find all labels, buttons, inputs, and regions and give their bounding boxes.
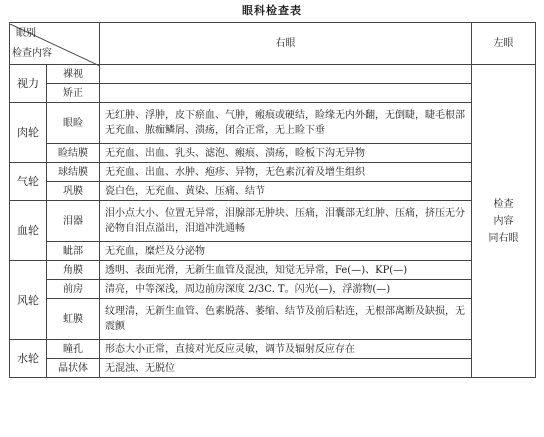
category-cell: 血轮	[10, 201, 47, 261]
right-eye-finding-cell: 无红肿、浮肿，皮下瘀血、气肿，瘢痕或硬结，睑缘无内外翻，无倒睫，睫毛根部无充血、脓痂鳞屑、溃疡，闭合正常，无上睑下垂	[100, 103, 472, 144]
header-row	[10, 23, 536, 65]
right-eye-finding-cell: 清亮，中等深浅，周边前房深度 2/3C. T。闪光(—)，浮游物(—)	[100, 280, 472, 299]
right-eye-finding-cell: 透明、表面光滑，无新生血管及混浊，知觉无异常，Fe(—)、KP(—)	[100, 261, 472, 280]
page-title: 眼科检查表	[242, 4, 302, 17]
exam-item-cell: 眼睑	[47, 103, 100, 144]
table-row	[10, 182, 536, 201]
table-row	[10, 144, 536, 163]
exam-item-cell: 矫正	[47, 84, 100, 103]
right-eye-finding-cell	[100, 84, 472, 103]
exam-item-cell: 泪器	[47, 201, 100, 242]
table-row	[10, 65, 536, 84]
exam-item-cell: 前房	[47, 280, 100, 299]
category-cell: 气轮	[10, 163, 47, 201]
table-row	[10, 201, 536, 242]
right-eye-finding-cell	[100, 65, 472, 84]
exam-item-cell: 裸视	[47, 65, 100, 84]
exam-item-cell: 虹膜	[47, 299, 100, 340]
table-row	[10, 261, 536, 280]
exam-item-cell: 晶状体	[47, 359, 100, 378]
table-row	[10, 103, 536, 144]
right-eye-finding-cell: 瓷白色，无充血、黄染、压痛、结节	[100, 182, 472, 201]
category-cell: 肉轮	[10, 103, 47, 163]
table-row	[10, 280, 536, 299]
table-row	[10, 359, 536, 378]
left-eye-note-cell	[472, 65, 536, 378]
exam-item-cell: 瞳孔	[47, 340, 100, 359]
table-row	[10, 299, 536, 340]
table-row	[10, 242, 536, 261]
corner-header-cell	[10, 23, 100, 65]
corner-label-eye: 眼别	[16, 27, 36, 39]
table-row	[10, 163, 536, 182]
exam-item-cell: 角膜	[47, 261, 100, 280]
left-eye-header: 左眼	[472, 23, 536, 65]
category-cell: 水轮	[10, 340, 47, 378]
exam-item-cell: 球结膜	[47, 163, 100, 182]
right-eye-finding-cell: 无混浊、无脱位	[100, 359, 472, 378]
left-eye-note-line: 检查	[493, 198, 514, 210]
eye-exam-table	[9, 22, 536, 378]
exam-item-cell: 巩膜	[47, 182, 100, 201]
right-eye-finding-cell: 泪小点大小、位置无异常，泪腺部无肿块、压痛，泪囊部无红肿、压痛，挤压无分泌物自泪点溢出，泪道冲洗通畅	[100, 201, 472, 242]
right-eye-finding-cell: 纹理清，无新生血管、色素脱落、萎缩、结节及前后粘连，无根部离断及缺损，无震颤	[100, 299, 472, 340]
left-eye-note-line: 同右眼	[488, 232, 519, 244]
right-eye-finding-cell: 形态大小正常，直接对光反应灵敏，调节及辐射反应存在	[100, 340, 472, 359]
right-eye-finding-cell: 无充血，糜烂及分泌物	[100, 242, 472, 261]
right-eye-header: 右眼	[100, 23, 472, 65]
right-eye-finding-cell: 无充血、出血、乳头、滤泡、瘢痕、溃疡，睑板下沟无异物	[100, 144, 472, 163]
right-eye-finding-cell: 无充血、出血、水肿、疱疹、异物，无色素沉着及增生组织	[100, 163, 472, 182]
category-cell: 视力	[10, 65, 47, 103]
exam-item-cell: 睑结膜	[47, 144, 100, 163]
corner-label-content: 检查内容	[12, 47, 52, 59]
exam-item-cell: 眦部	[47, 242, 100, 261]
left-eye-note-line: 内容	[493, 215, 514, 227]
category-cell: 风轮	[10, 261, 47, 340]
table-row	[10, 340, 536, 359]
table-row	[10, 84, 536, 103]
